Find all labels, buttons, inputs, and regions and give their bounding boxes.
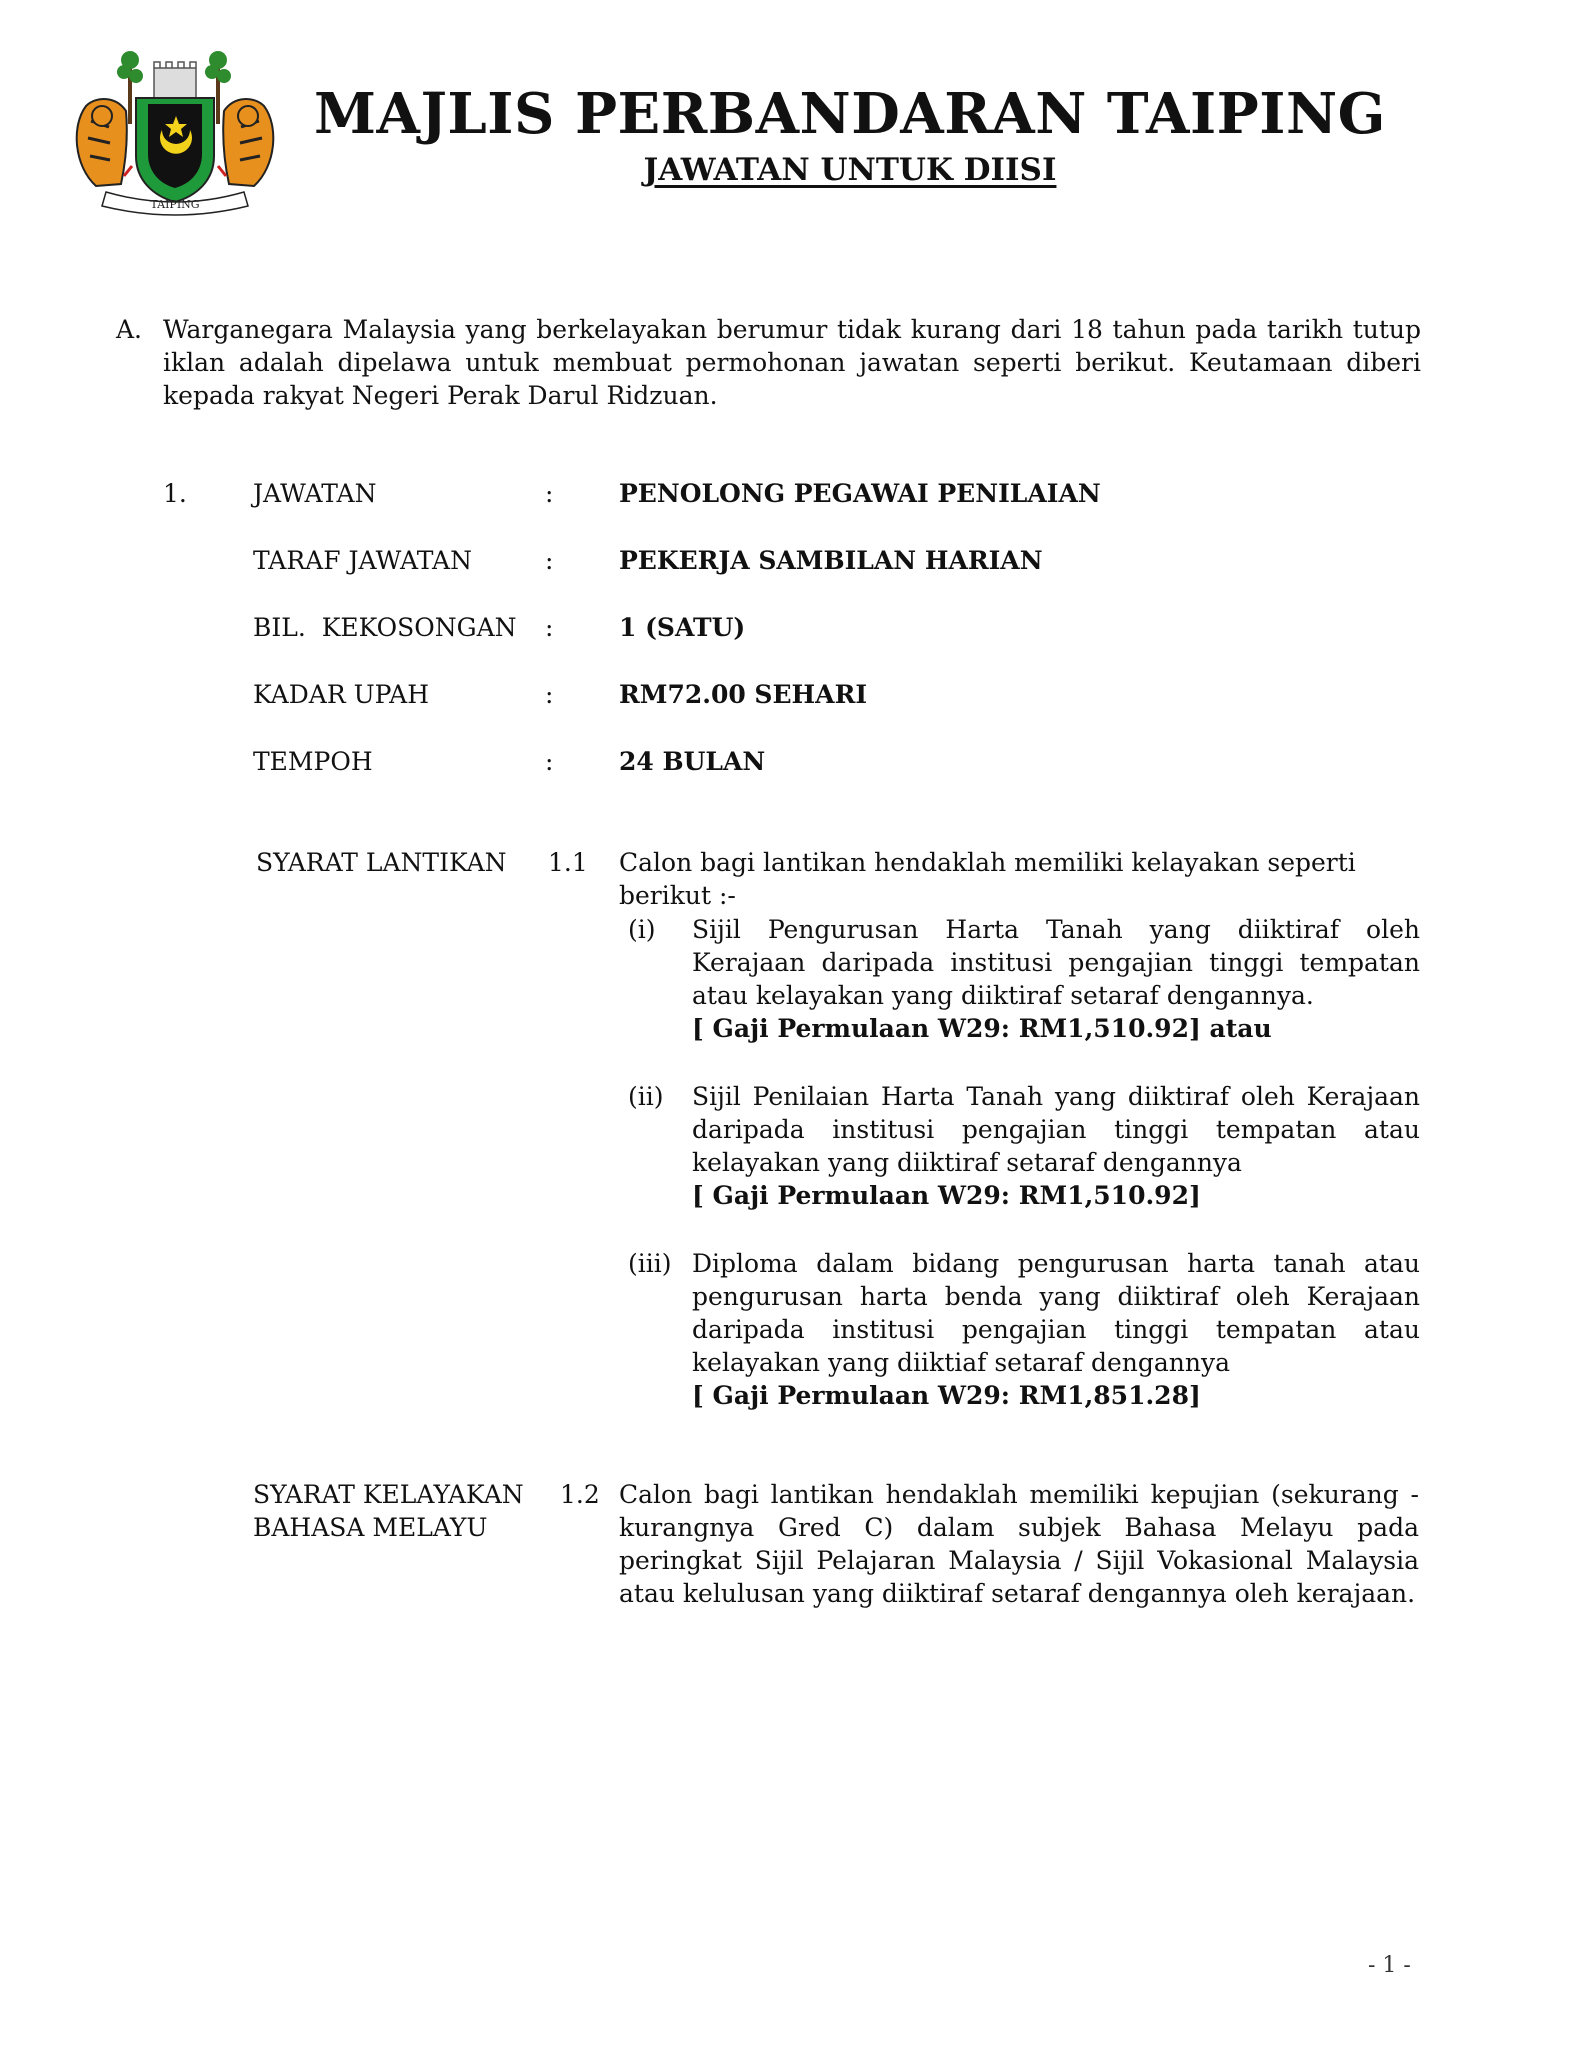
page-subtitle-text: JAWATAN UNTUK DIISI [643,152,1057,188]
intro-paragraph: Warganegara Malaysia yang berkelayakan berumur tidak kurang dari 18 tahun pada tarikh tutup iklan adalah dipelawa untuk membuat permohonan jawatan seperti berikut. Keutamaan diberi kepada rakyat Negeri Perak Darul Ridzuan. [163,315,1421,410]
page-title: MAJLIS PERBANDARAN TAIPING [314,81,1386,147]
syarat-lantikan-label: SYARAT LANTIKAN [256,848,507,877]
crest-ribbon-text: TAIPING [150,198,200,211]
syarat-bahasa-number: 1.2 [560,1480,600,1509]
qualification-item-salary: [ Gaji Permulaan W29: RM1,510.92] atau [692,1014,1272,1043]
detail-value-tempoh: 24 BULAN [619,747,766,776]
detail-colon: : [545,747,554,776]
qualification-item-number: (ii) [628,1082,664,1111]
detail-label-kekosongan: BIL. KEKOSONGAN [253,613,517,642]
page-number: - 1 - [1368,1953,1411,1978]
syarat-lantikan-intro: Calon bagi lantikan hendaklah memiliki kelayakan seperti berikut :- [619,848,1356,910]
syarat-bahasa-label [253,1478,543,1544]
position-number: 1. [163,479,187,508]
detail-value-jawatan: PENOLONG PEGAWAI PENILAIAN [619,479,1101,508]
qualification-item-text: Sijil Pengurusan Harta Tanah yang diiktiraf oleh Kerajaan daripada institusi pengajian tinggi tempatan atau kelayakan yang diiktiraf setaraf dengannya. [692,915,1420,1010]
detail-colon: : [545,613,554,642]
syarat-bahasa-text: Calon bagi lantikan hendaklah memiliki kepujian (sekurang - kurangnya Gred C) dalam subjek Bahasa Melayu pada peringkat Sijil Pelajaran Malaysia / Sijil Vokasional Malaysia atau kelulusan yang diiktiraf setaraf dengannya oleh kerajaan. [619,1480,1419,1608]
detail-label-tempoh: TEMPOH [253,747,373,776]
page-subtitle [240,150,1460,190]
detail-value-taraf-jawatan: PEKERJA SAMBILAN HARIAN [619,546,1043,575]
qualification-item [692,913,1420,1045]
detail-label-jawatan: JAWATAN [253,479,377,508]
qualification-item [692,1247,1420,1412]
detail-colon: : [545,479,554,508]
qualification-item-salary: [ Gaji Permulaan W29: RM1,851.28] [692,1381,1201,1410]
detail-label-taraf-jawatan: TARAF JAWATAN [253,546,472,575]
syarat-bahasa-label-line1: SYARAT KELAYAKAN [253,1480,524,1509]
detail-value-kadar-upah: RM72.00 SEHARI [619,680,868,709]
qualification-item-text: Diploma dalam bidang pengurusan harta tanah atau pengurusan harta benda yang diiktiraf oleh Kerajaan daripada institusi pengajian tinggi tempatan atau kelayakan yang diiktiaf setaraf dengannya [692,1249,1420,1377]
detail-colon: : [545,680,554,709]
syarat-lantikan-number: 1.1 [548,848,588,877]
qualification-item-number: (iii) [628,1249,672,1278]
qualification-item [692,1080,1420,1212]
intro-label: A. [116,315,143,344]
qualification-item-number: (i) [628,915,656,944]
syarat-bahasa-label-line2: BAHASA MELAYU [253,1513,488,1542]
detail-value-kekosongan: 1 (SATU) [619,613,746,642]
detail-colon: : [545,546,554,575]
detail-label-kadar-upah: KADAR UPAH [253,680,430,709]
qualification-item-salary: [ Gaji Permulaan W29: RM1,510.92] [692,1181,1201,1210]
qualification-item-text: Sijil Penilaian Harta Tanah yang diiktiraf oleh Kerajaan daripada institusi pengajian tinggi tempatan atau kelayakan yang diiktiraf setaraf dengannya [692,1082,1420,1177]
